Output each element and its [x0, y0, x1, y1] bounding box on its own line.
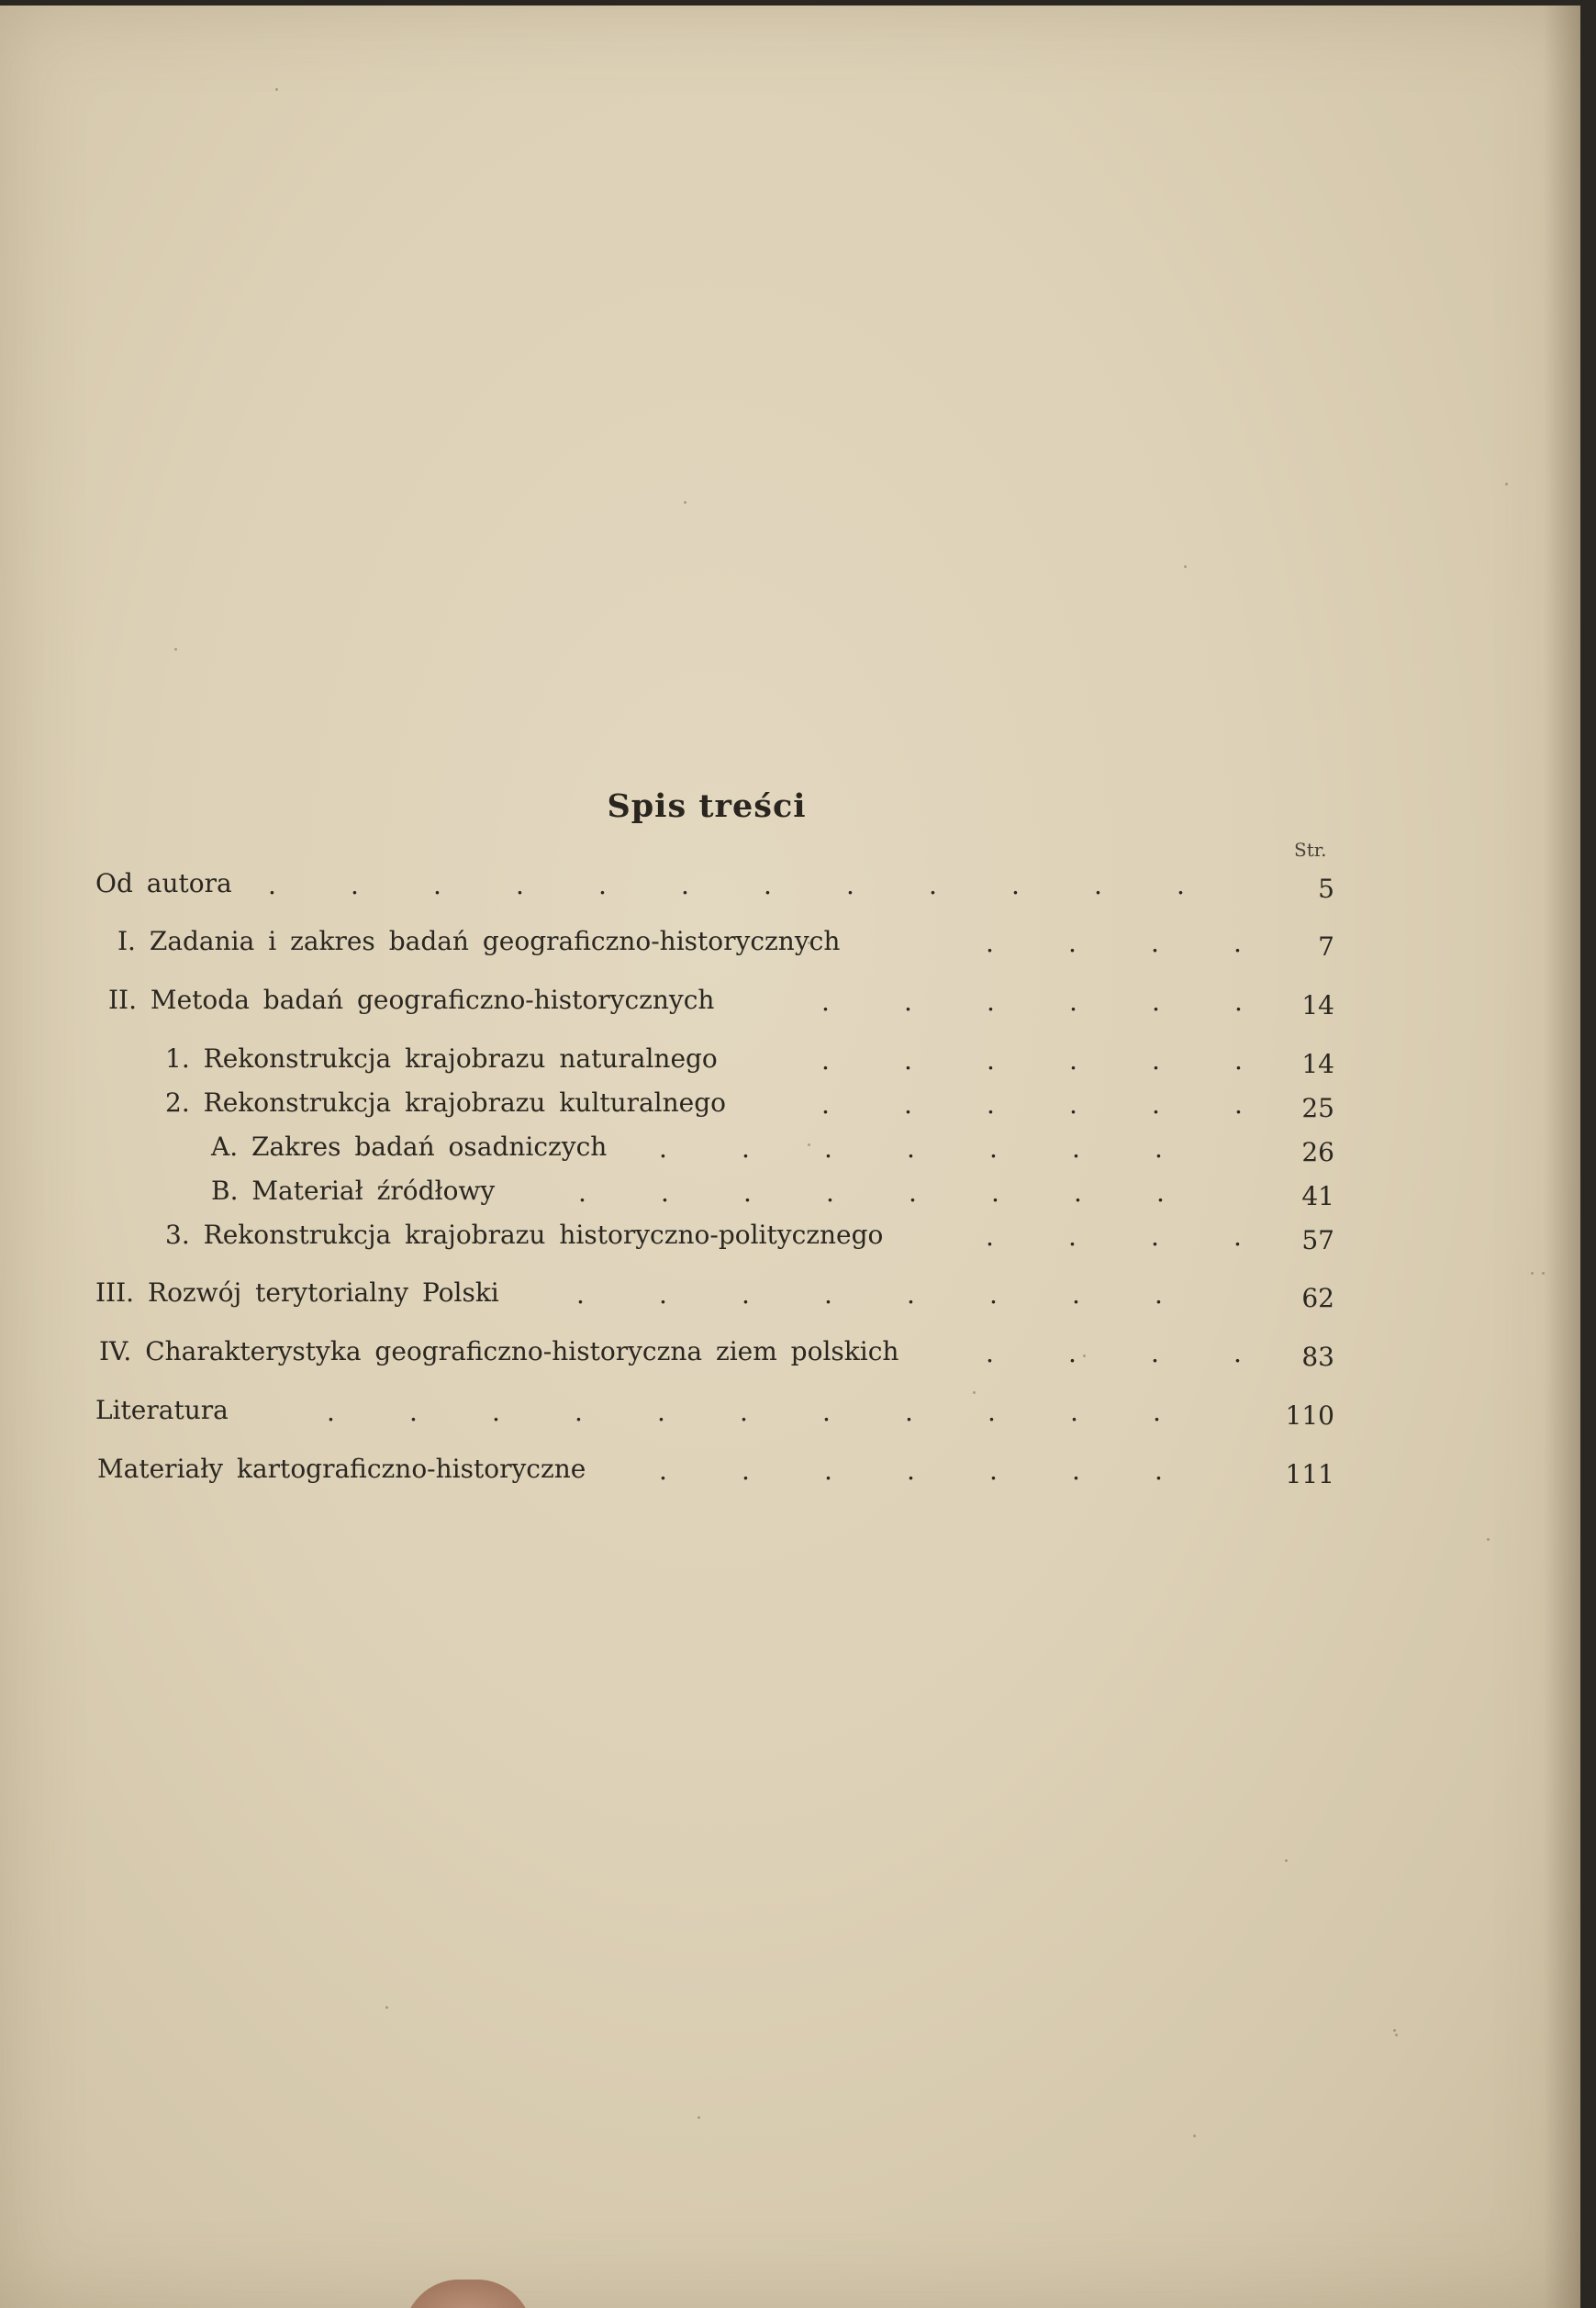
toc-entry: 3. Rekonstrukcja krajobrazu historyczno-politycznego . . . . 57: [165, 1220, 1334, 1255]
paper-speck: [684, 501, 686, 504]
toc-entry: I. Zadania i zakres badań geograficzno-historycznych . . . . 7: [117, 926, 1334, 962]
toc-entry-label: Materiały kartograficzno-historyczne: [97, 1454, 586, 1484]
paper-speck: [808, 942, 810, 944]
toc-entry: B. Materiał źródłowy . . . . . . . . 41: [211, 1176, 1334, 1211]
toc-entry: 2. Rekonstrukcja krajobrazu kulturalnego . . . . . . 25: [165, 1087, 1334, 1123]
toc-entry-page-number: 111: [1285, 1459, 1334, 1489]
paper-speck: [698, 2116, 700, 2119]
toc-entry-label: 2. Rekonstrukcja krajobrazu kulturalnego: [165, 1087, 727, 1118]
paper-speck: [1395, 2034, 1398, 2036]
toc-entry-label: 1. Rekonstrukcja krajobrazu naturalnego: [165, 1043, 718, 1074]
toc-entry: Literatura . . . . . . . . . . . 110: [95, 1395, 1334, 1431]
paper-speck: [1083, 1355, 1086, 1357]
paper-speck: [385, 2006, 388, 2009]
toc-entry-page-number: 14: [1301, 1049, 1334, 1079]
paper-speck: [1487, 1538, 1490, 1541]
toc-entry-label: 3. Rekonstrukcja krajobrazu historyczno-politycznego: [165, 1220, 884, 1250]
paper-speck: [1285, 1859, 1288, 1862]
toc-entry-label: A. Zakres badań osadniczych: [211, 1132, 608, 1162]
toc-entry-label: I. Zadania i zakres badań geograficzno-historycznych: [117, 926, 841, 956]
toc-entry-page-number: 26: [1301, 1137, 1334, 1167]
toc-entry: III. Rozwój terytorialny Polski . . . . . . . . 62: [95, 1277, 1334, 1313]
toc-entry-page-number: 83: [1301, 1342, 1334, 1372]
toc-entry: Od autora . . . . . . . . . . . . 5: [95, 868, 1334, 904]
paper-speck: [1184, 565, 1187, 568]
toc-entry-page-number: 5: [1318, 874, 1334, 904]
toc-entry: 1. Rekonstrukcja krajobrazu naturalnego . . . . . . 14: [165, 1043, 1334, 1079]
toc-entry-page-number: 7: [1318, 931, 1334, 962]
toc-entry-label: II. Metoda badań geograficzno-historycznych: [108, 985, 715, 1015]
toc-entry: II. Metoda badań geograficzno-historycznych . . . . . . 14: [108, 985, 1334, 1020]
paper-speck: [1531, 1272, 1534, 1275]
toc-entry-label: Od autora: [95, 868, 232, 898]
paper-speck: [275, 88, 278, 91]
paper-speck: [1393, 2029, 1396, 2032]
toc-entry-label: III. Rozwój terytorialny Polski: [95, 1277, 499, 1308]
paper-speck: [973, 1391, 976, 1394]
toc-entry-label: Literatura: [95, 1395, 229, 1425]
toc-entry: IV. Charakterystyka geograficzno-historyczna ziem polskich . . . . 83: [99, 1336, 1334, 1372]
paper-speck: [1193, 2135, 1196, 2137]
toc-entry-page-number: 62: [1301, 1283, 1334, 1313]
toc-entry-label: IV. Charakterystyka geograficzno-historyczna ziem polskich: [99, 1336, 899, 1366]
thumb-shadow: [404, 2280, 532, 2308]
page-column-label: Str.: [1294, 839, 1327, 861]
paper-speck: [1542, 1272, 1545, 1275]
book-page: [0, 6, 1580, 2308]
toc-title: Spis treści: [607, 787, 807, 825]
toc-entry-page-number: 41: [1301, 1181, 1334, 1211]
paper-speck: [1505, 483, 1508, 485]
toc-entry-page-number: 25: [1301, 1093, 1334, 1123]
toc-entry: Materiały kartograficzno-historyczne . . . . . . . 111: [97, 1454, 1334, 1489]
toc-entry-page-number: 110: [1285, 1400, 1334, 1431]
paper-speck: [174, 648, 177, 651]
toc-entry: A. Zakres badań osadniczych . . . . . . . 26: [211, 1132, 1334, 1167]
toc-entry-label: B. Materiał źródłowy: [211, 1176, 496, 1206]
toc-entry-page-number: 14: [1301, 990, 1334, 1020]
toc-entry-page-number: 57: [1301, 1225, 1334, 1255]
paper-speck: [808, 1143, 810, 1146]
